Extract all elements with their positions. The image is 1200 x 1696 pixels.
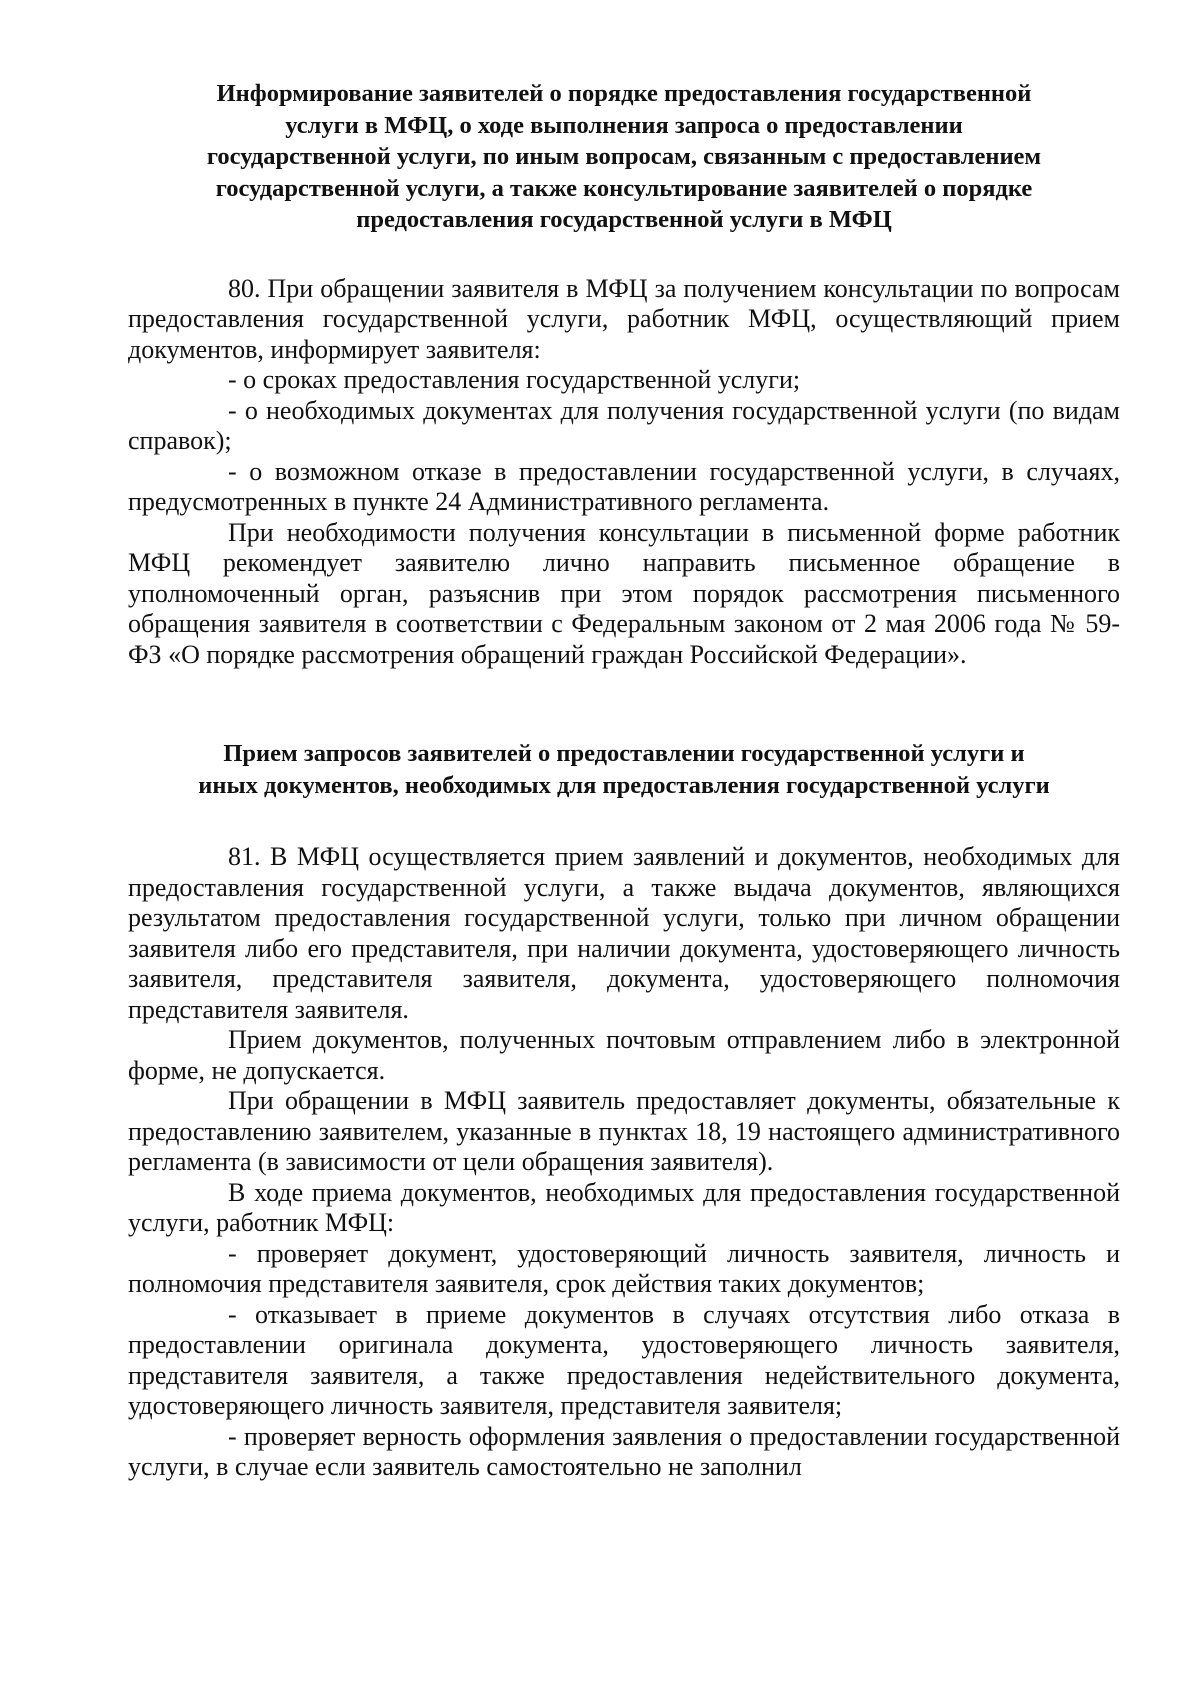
list-item-refusal: - о возможном отказе в предоставлении государственной услуги, в случаях, предусмотренных в пункте 24 Административного регламента.	[128, 456, 1120, 516]
document-page	[128, 78, 1120, 1483]
paragraph-81: 81. В МФЦ осуществляется прием заявлений и документов, необходимых для предоставления государственной услуги, а также выдача документов, являющихся результатом предоставления государственной услуги, только при личном обращении заявителя либо его представителя, при наличии документа, удостоверяющего личность заявителя, представителя заявителя, документа, удостоверяющего полномочия представителя заявителя.	[128, 842, 1120, 1024]
list-item-check-identity: - проверяет документ, удостоверяющий личность заявителя, личность и полномочия представителя заявителя, срок действия таких документов;	[128, 1238, 1120, 1298]
heading-line: услуги в МФЦ, о ходе выполнения запроса о предоставлении	[285, 111, 963, 139]
section-heading-reception	[128, 738, 1120, 801]
list-item-documents: - о необходимых документах для получения государственной услуги (по видам справок);	[128, 395, 1120, 455]
paragraph-written-consultation: При необходимости получения консультации в письменной форме работник МФЦ рекомендует заявителю лично направить письменное обращение в уполномоченный орган, разъяснив при этом порядок рассмотрения письменного обращения заявителя в соответствии с Федеральным законом от 2 мая 2006 года № 59-ФЗ «О порядке рассмотрения обращений граждан Российской Федерации».	[128, 517, 1120, 669]
list-item-check-application: - проверяет верность оформления заявления о предоставлении государственной услуги, в случае если заявитель самостоятельно не заполнил	[128, 1421, 1120, 1481]
list-item-terms: - о сроках предоставления государственной услуги;	[228, 365, 801, 394]
spacer	[128, 801, 1120, 842]
spacer	[128, 670, 1120, 738]
heading-line: государственной услуги, а также консультирование заявителей о порядке	[215, 174, 1033, 202]
heading-line: Информирование заявителей о порядке предоставления государственной	[216, 80, 1032, 107]
paragraph-worker-duties: В ходе приема документов, необходимых для предоставления государственной услуги, работник МФЦ:	[128, 1177, 1120, 1237]
heading-line: иных документов, необходимых для предоставления государственной услуги	[198, 771, 1050, 799]
heading-line: государственной услуги, по иным вопросам, связанным с предоставлением	[206, 143, 1042, 170]
section-heading-informing	[128, 78, 1120, 236]
paragraph-required-documents: При обращении в МФЦ заявитель предоставляет документы, обязательные к предоставлению заявителем, указанные в пунктах 18, 19 настоящего административного регламента (в зависимости от цели обращения заявителя).	[128, 1086, 1120, 1176]
spacer	[128, 236, 1120, 274]
heading-line: предоставления государственной услуги в МФЦ	[356, 206, 892, 233]
paragraph-80: 80. При обращении заявителя в МФЦ за получением консультации по вопросам предоставления государственной услуги, работник МФЦ, осуществляющий прием документов, информирует заявителя:	[128, 273, 1120, 364]
list-item-refuse-reception: - отказывает в приеме документов в случаях отсутствия либо отказа в предоставлении оригинала документа, удостоверяющего личность заявителя, представителя заявителя, а также предоставления недействительного документа, удостоверяющего личность заявителя, представителя заявителя;	[128, 1299, 1120, 1420]
paragraph-postal-not-accepted: Прием документов, полученных почтовым отправлением либо в электронной форме, не допускается.	[128, 1025, 1120, 1085]
heading-line: Прием запросов заявителей о предоставлении государственной услуги и	[223, 740, 1025, 767]
